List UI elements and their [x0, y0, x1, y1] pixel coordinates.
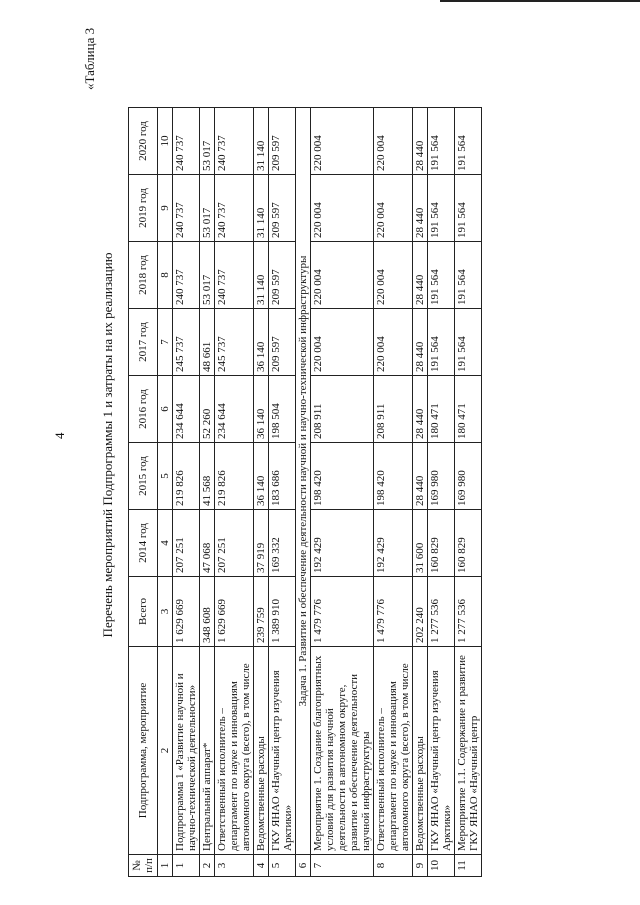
column-index: 2 [158, 647, 173, 855]
value-2015: 198 420 [311, 443, 374, 510]
row-number: 3 [215, 855, 254, 877]
header-total: Всего [129, 577, 158, 647]
header-number: № п/п [129, 855, 158, 877]
header-2018: 2018 год [129, 242, 158, 309]
header-2016: 2016 год [129, 376, 158, 443]
value-2020: 220 004 [311, 108, 374, 175]
value-2018: 191 564 [428, 242, 455, 309]
value-2019: 28 440 [413, 175, 428, 242]
value-total: 1 389 910 [269, 577, 296, 647]
value-2020: 28 440 [413, 108, 428, 175]
value-2020: 191 564 [428, 108, 455, 175]
value-2019: 53 017 [200, 175, 215, 242]
value-total: 1 479 776 [374, 577, 413, 647]
value-2015: 219 826 [215, 443, 254, 510]
row-name: Ведомственные расходы [254, 647, 269, 855]
header-2015: 2015 год [129, 443, 158, 510]
value-total: 1 277 536 [455, 577, 482, 647]
table-row [311, 108, 374, 877]
value-2017: 245 737 [215, 309, 254, 376]
row-name: ГКУ ЯНАО «Научный центр изучения Арктики» [269, 647, 296, 855]
row-number: 4 [254, 855, 269, 877]
value-2016: 208 911 [311, 376, 374, 443]
row-number: 5 [269, 855, 296, 877]
value-2016: 234 644 [173, 376, 200, 443]
table-row [173, 108, 200, 877]
value-2014: 160 829 [455, 510, 482, 577]
value-2017: 28 440 [413, 309, 428, 376]
value-2015: 219 826 [173, 443, 200, 510]
value-2019: 240 737 [173, 175, 200, 242]
table-row [413, 108, 428, 877]
table-row [200, 108, 215, 877]
column-index: 5 [158, 443, 173, 510]
value-2016: 208 911 [374, 376, 413, 443]
value-2015: 169 980 [428, 443, 455, 510]
value-2016: 198 504 [269, 376, 296, 443]
value-2018: 240 737 [173, 242, 200, 309]
column-index: 6 [158, 376, 173, 443]
value-2018: 220 004 [311, 242, 374, 309]
value-2019: 191 564 [428, 175, 455, 242]
value-2015: 183 686 [269, 443, 296, 510]
value-total: 348 608 [200, 577, 215, 647]
value-2018: 191 564 [455, 242, 482, 309]
value-2016: 28 440 [413, 376, 428, 443]
table-row [374, 108, 413, 877]
row-name: Центральный аппарат* [200, 647, 215, 855]
value-2018: 28 440 [413, 242, 428, 309]
value-2018: 240 737 [215, 242, 254, 309]
task-title: Задача 1. Развитие и обеспечение деятельности научной и научно-технической инфраструктуры [296, 108, 311, 855]
value-total: 239 759 [254, 577, 269, 647]
value-2016: 234 644 [215, 376, 254, 443]
value-2019: 220 004 [311, 175, 374, 242]
row-number: 11 [455, 855, 482, 877]
header-2017: 2017 год [129, 309, 158, 376]
row-name: Мероприятие 1. Создание благоприятных условий для развития научной деятельности в автономном округе, развитие и обеспечение деятельности научной инфраструктуры [311, 647, 374, 855]
value-2020: 31 140 [254, 108, 269, 175]
value-2016: 180 471 [455, 376, 482, 443]
row-name: Подпрограмма 1 «Развитие научной и научно-технической деятельности» [173, 647, 200, 855]
header-row [129, 108, 158, 877]
table-row [254, 108, 269, 877]
header-2020: 2020 год [129, 108, 158, 175]
row-number: 7 [311, 855, 374, 877]
row-number: 8 [374, 855, 413, 877]
value-2015: 28 440 [413, 443, 428, 510]
value-2017: 245 737 [173, 309, 200, 376]
value-2019: 220 004 [374, 175, 413, 242]
table-row [269, 108, 296, 877]
row-number: 9 [413, 855, 428, 877]
value-total: 202 240 [413, 577, 428, 647]
value-2017: 220 004 [311, 309, 374, 376]
value-2016: 36 140 [254, 376, 269, 443]
column-index: 10 [158, 108, 173, 175]
value-2018: 31 140 [254, 242, 269, 309]
value-2014: 31 600 [413, 510, 428, 577]
row-number: 1 [173, 855, 200, 877]
table-caption: «Таблица 3 [82, 27, 97, 90]
value-2018: 53 017 [200, 242, 215, 309]
value-2018: 220 004 [374, 242, 413, 309]
column-index: 4 [158, 510, 173, 577]
row-name: Мероприятие 1.1. Содержание и развитие ГКУ ЯНАО «Научный центр [455, 647, 482, 855]
value-2015: 169 980 [455, 443, 482, 510]
column-index: 9 [158, 175, 173, 242]
value-2017: 191 564 [428, 309, 455, 376]
column-index-row [158, 108, 173, 877]
value-2019: 31 140 [254, 175, 269, 242]
value-2015: 41 568 [200, 443, 215, 510]
value-2014: 169 332 [269, 510, 296, 577]
column-index: 1 [158, 855, 173, 877]
table-row [215, 108, 254, 877]
value-total: 1 479 776 [311, 577, 374, 647]
value-2015: 36 140 [254, 443, 269, 510]
table-row [455, 108, 482, 877]
row-name: Ответственный исполнитель – департамент по науке и инновациям автономного округа (всего), в том числе [215, 647, 254, 855]
value-2019: 191 564 [455, 175, 482, 242]
document-title: Перечень мероприятий Подпрограммы 1 и затраты на их реализацию [100, 252, 115, 638]
value-2016: 180 471 [428, 376, 455, 443]
value-2019: 209 597 [269, 175, 296, 242]
column-index: 8 [158, 242, 173, 309]
value-2014: 47 068 [200, 510, 215, 577]
value-2014: 192 429 [374, 510, 413, 577]
value-2014: 207 251 [215, 510, 254, 577]
value-2014: 192 429 [311, 510, 374, 577]
value-2017: 191 564 [455, 309, 482, 376]
value-2020: 220 004 [374, 108, 413, 175]
row-name: ГКУ ЯНАО «Научный центр изучения Арктики» [428, 647, 455, 855]
column-index: 3 [158, 577, 173, 647]
row-name: Ответственный исполнитель – департамент по науке и инновациям автономного округа (всего), в том числе [374, 647, 413, 855]
value-2017: 48 661 [200, 309, 215, 376]
table-row [428, 108, 455, 877]
column-index: 7 [158, 309, 173, 376]
header-2019: 2019 год [129, 175, 158, 242]
value-2014: 37 919 [254, 510, 269, 577]
value-total: 1 277 536 [428, 577, 455, 647]
value-2018: 209 597 [269, 242, 296, 309]
expenses-table [128, 107, 482, 877]
value-2014: 207 251 [173, 510, 200, 577]
value-2020: 191 564 [455, 108, 482, 175]
value-total: 1 629 669 [215, 577, 254, 647]
value-2014: 160 829 [428, 510, 455, 577]
row-number: 2 [200, 855, 215, 877]
row-name: Ведомственные расходы [413, 647, 428, 855]
header-activity: Подпрограмма, мероприятие [129, 647, 158, 855]
page-number: 4 [52, 432, 67, 439]
value-2020: 209 597 [269, 108, 296, 175]
row-number: 6 [296, 855, 311, 877]
task-row [296, 108, 311, 877]
value-2017: 220 004 [374, 309, 413, 376]
value-2020: 53 017 [200, 108, 215, 175]
value-2020: 240 737 [215, 108, 254, 175]
header-2014: 2014 год [129, 510, 158, 577]
value-2016: 52 260 [200, 376, 215, 443]
row-number: 10 [428, 855, 455, 877]
value-2015: 198 420 [374, 443, 413, 510]
value-2020: 240 737 [173, 108, 200, 175]
value-total: 1 629 669 [173, 577, 200, 647]
value-2019: 240 737 [215, 175, 254, 242]
value-2017: 36 140 [254, 309, 269, 376]
value-2017: 209 597 [269, 309, 296, 376]
